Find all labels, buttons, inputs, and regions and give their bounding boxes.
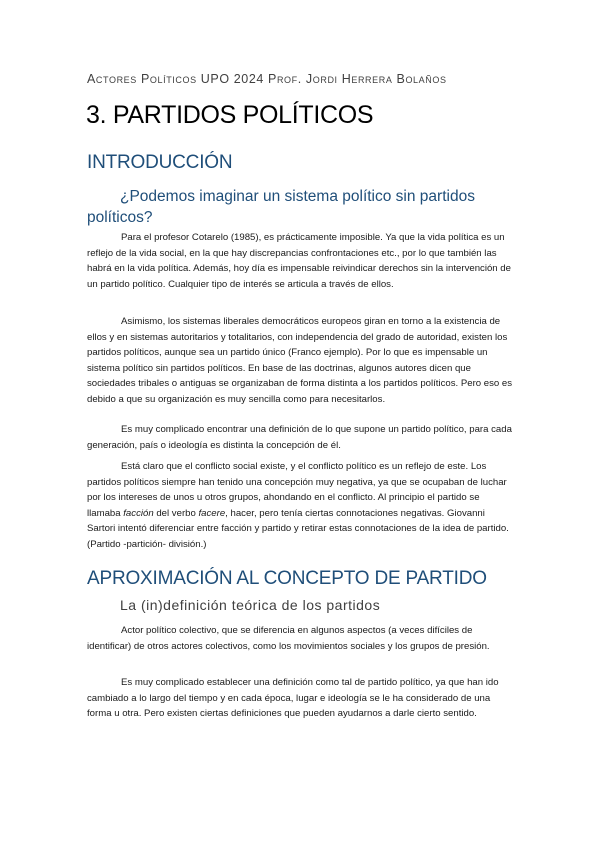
term-facere: facere: [198, 507, 226, 519]
paragraph-concept-1: Actor político colectivo, que se diferencia en algunos aspectos (a veces difíciles de identificar) de otros actores colectivos, como los movimientos sociales y los grupos de presión.: [87, 625, 490, 652]
paragraph-concept-2: Es muy complicado establecer una definición como tal de partido político, ya que han ido cambiado a lo largo del tiempo y en cada época, lugar e ideología se le ha considerado de una forma u otra. Pero existen ciertas definiciones que pueden ayudarnos a darle cierto sentido.: [87, 677, 499, 719]
document-title: 3. PARTIDOS POLÍTICOS: [86, 101, 374, 129]
paragraph-intro-1: Para el profesor Cotarelo (1985), es prácticamente imposible. Ya que la vida política es un reflejo de la vida social, en la que hay discrepancias confrontaciones etc., por lo que también las habrá en la vida política. Además, hoy día es impensable reivindicar derechos sin la intervención de un partido político. Cualquier tipo de interés se articula a través de ellos.: [87, 232, 511, 290]
paragraph-intro-3: Es muy complicado encontrar una definición de lo que supone un partido político, para cada generación, país o ideología es distinta la concepción de él.: [87, 424, 512, 451]
running-header: Actores Políticos UPO 2024 Prof. Jordi Herrera Bolaños: [87, 72, 447, 86]
subheading-indefinicion: La (in)definición teórica de los partidos: [120, 597, 381, 613]
paragraph-intro-4: [87, 459, 515, 552]
paragraph-intro-2: Asimismo, los sistemas liberales democráticos europeos giran en torno a la existencia de ellos y en sistemas autoritarios y totalitarios, con independencia del grado de autoridad, existen los partidos políticos, aunque sea un partido único (Franco ejemplo). Por lo que es impensable un sistema político sin partidos políticos. En base de las doctrinas, algunos autores dicen que sociedades tribales o antiguas se organizaban de forma distinta a los partidos políticos. Pero eso es debido a que su organización es muy sencilla como para necesitarlos.: [87, 316, 513, 405]
heading-introduccion: INTRODUCCIÓN: [87, 152, 233, 173]
term-faccion: facción: [123, 507, 154, 519]
question-text: ¿Podemos imaginar un sistema político sin partidos políticos?: [87, 188, 475, 226]
paragraph-intro-4-part-b: del verbo: [153, 507, 199, 519]
paragraph-intro-4-part-a: Está claro que el conflicto social existe, y el conflicto político es un reflejo de este. Los partidos políticos siempre han tenido una concepción muy negativa, ya que se ocupaban de luchar por los intereses de unos u otros grupos, ahondando en el conflicto. Al principio el partido se llamaba: [87, 461, 507, 519]
paragraph-intro-4-part-c: , hacer, pero tenía ciertas connotaciones negativas. Giovanni Sartori intentó diferenciar entre facción y partido y retirar estas connotaciones de la idea de partido. (Partido -partición- división.): [87, 507, 509, 550]
subheading-question: [87, 186, 517, 228]
heading-concepto-partido: APROXIMACIÓN AL CONCEPTO DE PARTIDO: [87, 568, 487, 589]
